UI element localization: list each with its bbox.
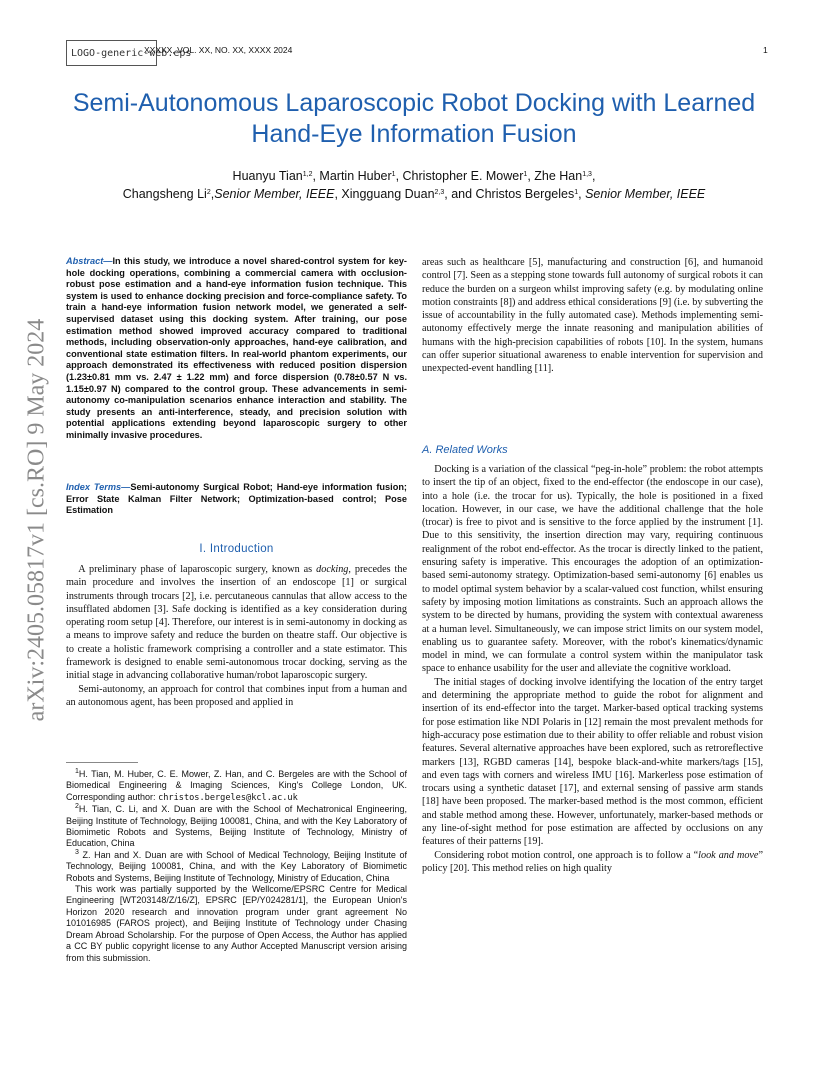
journal-header: XXXXX, VOL. XX, NO. XX, XXXX 2024: [144, 45, 293, 55]
abstract-text: In this study, we introduce a novel shared-control system for key-hole docking operations, combining a commercial camera with occlusion-robust pose estimation and a hand-eye information fusion technique. This system is used to enhance docking precision and force-compliance safety. To train a hand-eye information fusion network model, we generated a self-supervised dataset using this docking system. After training, our pose estimation method showed improved accuracy compared to traditional methods, including observation-only approaches, hand-eye calibration, and conventional state estimation filters. In real-world phantom experiments, our approach demonstrated its effectiveness with reduced position dispersion (1.23±0.81 mm vs. 2.47 ± 1.22 mm) and force dispersion (0.78±0.57 N vs. 1.15±0.97 N) compared to the control group. These advancements in semi-autonomy co-manipulation scenarios enhance interaction and stability. The study presents an anti-interference, steady, and precision solution with potential applications extending beyond laparoscopic surgery to other minimally invasive procedures.: [66, 256, 407, 440]
related-works-text: [422, 463, 763, 875]
introduction-text: [66, 563, 407, 709]
footnote-rule: [66, 762, 138, 763]
abstract-label: Abstract—: [66, 256, 113, 266]
paragraph: Considering robot motion control, one approach is to follow a “look and move” policy [20]. This method relies on high quality: [422, 849, 763, 874]
index-terms-text: Semi-autonomy Surgical Robot; Hand-eye information fusion; Error State Kalman Filter Network; Optimization-based control; Pose Estimation: [66, 482, 407, 516]
paragraph: Docking is a variation of the classical “peg-in-hole” problem: the robot attempts to insert the tip of an object, fixed to the end-effector (the endoscope in our case), into a hole (i.e. the trocar for us). Typically, the hole is positioned in a fixed location. However, in our case, we have the additional challenge that the hole (trocar) is free to pivot and is sensitive to the force applied by the instrument [1]. Due to this sensitivity, the insertion direction may vary, requiring continuous realignment of the robot end-effector. As the trocar is directly linked to the patient, ensuring safety is imperative. This encourages the adoption of an optimization-based semi-autonomy strategy. Optimization-based semi-autonomy [6] enables us to model optimal system behavior by a scalar-valued cost function, whilst ensuring safety by imposing motion limitations as constraints. Such an approach allows the system to be directed by humans, providing the system with contextual awareness at a human level. Simultaneously, we can impose strict limits on our system model, enabling us to guarantee safety. Moreover, with the robot's kinematics/dynamic model in mind, we can formulate a control system within the manipulator task space to enhance usability for the user and alleviate the cognitive workload.: [422, 464, 763, 675]
author-list: Huanyu Tian$^{1,2}$, Martin Huber$^1$, Christopher E. Mower$^1$, Zhe Han$^{1,3}$, Changsheng Li$^2$,Senior Member, IEEE, Xingguang Duan$^{2,3}$, and Christos Bergeles$^1$, Senior Member, IEEE: [122, 169, 706, 201]
arxiv-sidebar: arXiv:2405.05817v1 [cs.RO] 9 May 2024: [23, 318, 50, 722]
logo-placeholder: LOGO-generic-web.eps: [66, 40, 157, 66]
paper-title: Semi-Autonomous Laparoscopic Robot Docking with Learned Hand-Eye Information Fusion: [72, 89, 756, 148]
paragraph: Semi-autonomy, an approach for control that combines input from a human and an autonomous agent, has been proposed and applied in: [66, 683, 407, 708]
right-column-intro: areas such as healthcare [5], manufacturing and construction [6], and humanoid control [7]. Seen as a stepping stone towards full autonomy of surgical robots it can reduce the burden on a surgeon whilst improving safety (e.g. by modulating online motion constraints [8]) and address ethical considerations [9] (i.e. by subverting the issue of accountability in the fully automated case). Methods implementing semi-autonomy effectively merge the innate reasoning and manipulation abilities of humans with the high-precision capabilities of robots [10]. In the system, humans can offer superior situational awareness to enable intervention for supervision and unexpected-event handling [11].: [422, 257, 763, 375]
page-number: 1: [763, 45, 768, 55]
paragraph: A preliminary phase of laparoscopic surgery, known as docking, precedes the main procedure and involves the insertion of an endoscope [1] or surgical instruments through trocars [2], i.e. percutaneous cannulas that allow access to the insufflated abdomen [3]. Safe docking is identified as a key consideration during operating room setup [4]. Therefore, our interest is in semi-autonomy in docking as a means to improve safety and reduce the burden on theatre staff. Our objective is to create a holistic framework comprising a controller and a state estimator. This framework is designed to enable semi-autonomous trocar docking, serving as the initial stage in advancing collaborative human/robot laparoscopic surgery.: [66, 564, 408, 682]
abstract: [66, 256, 407, 442]
footnotes: $^1$H. Tian, M. Huber, C. E. Mower, Z. Han, and C. Bergeles are with the School of Biomedical Engineering & Imaging Sciences, King's College London, UK. Corresponding author: christos.bergeles@kcl.ac.uk $^2$H. Tian, C. Li, and X. Duan are with the School of Mechatronical Engineering, Beijing Institute of Technology, Beijing 100081, China, and with the Key Laboratory of Biomimetic Robots and Systems, Beijing Institute of Technology, Ministry of Education, China $^3$ Z. Han and X. Duan are with School of Medical Technology, Beijing Institute of Technology, Beijing 100081, China, and with the Key Laboratory of Biomimetic Robots and Systems, Beijing Institute of Technology, Ministry of Education, China This work was partially supported by the Wellcome/EPSRC Centre for Medical Engineering [WT203148/Z/16/Z], EPSRC [EP/Y024281/1], the European Union's Horizon 2020 research and innovation program under grant agreement No 101016985 (FAROS project), and Beijing Institute of Technology under Chasing Dream Abroad Scholarship. For the purpose of Open Access, the Author has applied a CC BY public copyright license to any Author Accepted Manuscript version arising from this submission.: [66, 768, 407, 963]
section-heading-introduction: I. Introduction: [199, 543, 274, 555]
index-terms: [66, 482, 407, 517]
email-link[interactable]: christos.bergeles@kcl.ac.uk: [158, 792, 298, 803]
subsection-heading-related-works: A. Related Works: [422, 444, 508, 456]
index-terms-label: Index Terms—: [66, 482, 131, 492]
paragraph: The initial stages of docking involve identifying the location of the entry target and determining the appropriate method to guide the robot for alignment and insertion of its end-effector into the target. Marker-based optical tracking systems for pose estimation like NDI Polaris in [12] remain the most prevalent methods for high-accuracy pose estimation due to their ability to offer reliable and robust vision features. Several alternative approaches have been explored, such as retroreflective markers [13], RGBD cameras [14], bespoke black-and-white markers/tags [15], and even tags with corners and wireless IMU [16]. Markerless pose estimation of trocars using a synthetic dataset [17], and external sensing of passive arm stands [18] have been proposed. The marker-based method is the most common, efficient and stable method among these. However, unfortunately, marker-based methods or any line-of-sight method for pose estimation are affected by occlusions on any features of their patterns [19].: [422, 676, 763, 848]
